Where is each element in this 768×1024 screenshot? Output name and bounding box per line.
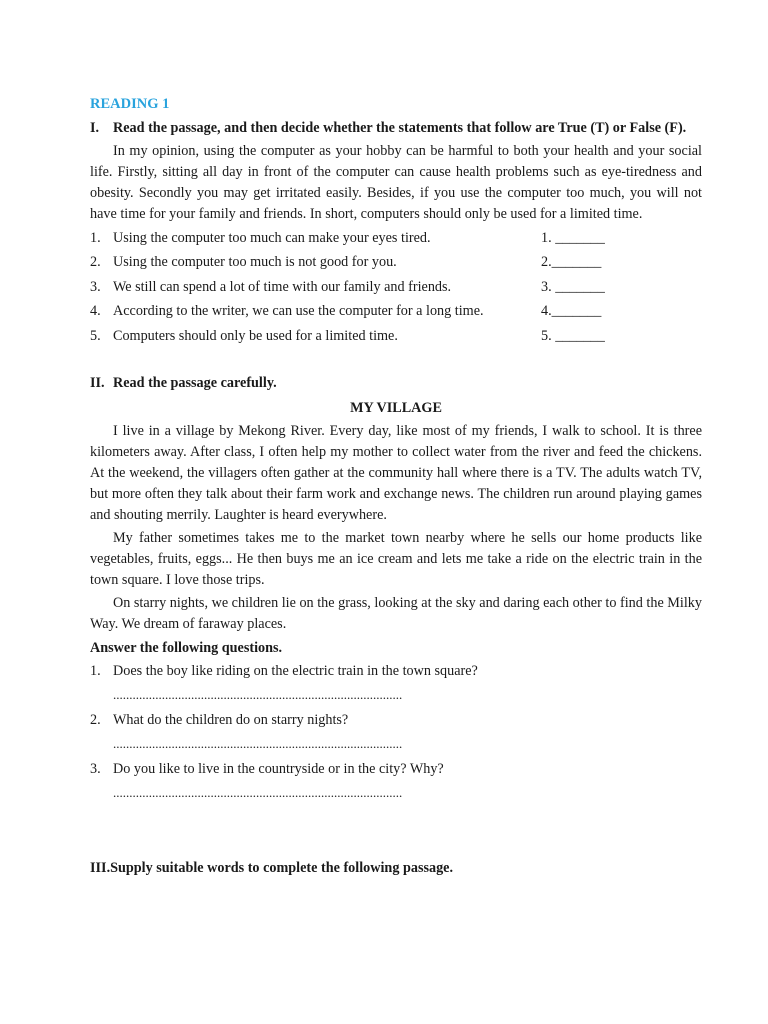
question-item xyxy=(90,661,702,682)
answer-line[interactable]: ......................................................................................... xyxy=(113,735,403,751)
passage-paragraph: I live in a village by Mekong River. Every day, like most of my friends, I walk to school. It is three kilometers away. After class, I often help my mother to collect water from the river and feed the chickens. At the weekend, the villagers often gather at the community hall where there is a TV. The adults watch TV, but more often they talk about their farm work and exchange news. The children run around playing games and shouting merrily. Laughter is heard everywhere. xyxy=(90,422,702,523)
question-number: 1. xyxy=(90,662,101,679)
answer-line[interactable]: ......................................................................................... xyxy=(113,686,403,702)
answer-blank[interactable]: 3. _______ xyxy=(541,278,605,295)
reading-title: READING 1 xyxy=(90,96,170,112)
worksheet-content xyxy=(90,94,702,879)
true-false-statements xyxy=(90,226,702,349)
section-1-number: I. xyxy=(90,120,100,136)
statement-row xyxy=(90,324,702,349)
statement-row xyxy=(90,300,702,325)
section-3-number: III. xyxy=(90,859,111,876)
section-2-number: II. xyxy=(90,374,105,391)
answer-blank[interactable]: 5. _______ xyxy=(541,327,605,344)
answer-blank[interactable]: 1. _______ xyxy=(541,229,605,246)
question-item xyxy=(90,759,702,780)
section-3-instruction: Supply suitable words to complete the following passage. xyxy=(110,859,454,876)
question-text: Do you like to live in the countryside or in the city? Why? xyxy=(113,760,444,777)
question-number: 2. xyxy=(90,711,101,728)
passage-paragraph: On starry nights, we children lie on the grass, looking at the sky and daring each other to find the Milky Way. We dream of faraway places. xyxy=(90,594,702,632)
statement-text: Computers should only be used for a limited time. xyxy=(113,327,398,344)
statement-number: 5. xyxy=(90,327,101,344)
section-2-instruction: Read the passage carefully. xyxy=(113,374,277,391)
section-spacer xyxy=(90,349,702,373)
question-text: Does the boy like riding on the electric train in the town square? xyxy=(113,662,478,679)
statement-text: According to the writer, we can use the computer for a long time. xyxy=(113,303,484,320)
statement-text: We still can spend a lot of time with our family and friends. xyxy=(113,278,452,295)
statement-text: Using the computer too much is not good for you. xyxy=(113,254,397,271)
statement-number: 4. xyxy=(90,303,101,320)
answer-blank[interactable]: 2._______ xyxy=(541,254,602,271)
statement-text: Using the computer too much can make your eyes tired. xyxy=(113,229,431,246)
section-3-heading xyxy=(90,858,702,879)
section-2-heading xyxy=(90,373,702,394)
section-1-heading xyxy=(90,118,702,139)
answer-blank[interactable]: 4._______ xyxy=(541,303,602,320)
passage-title: MY VILLAGE xyxy=(350,399,442,416)
answer-questions-heading: Answer the following questions. xyxy=(90,639,283,656)
statement-row xyxy=(90,275,702,300)
section-1-instruction: Read the passage, and then decide whether the statements that follow are True (T) or False (F). xyxy=(113,120,687,136)
statement-row xyxy=(90,226,702,251)
statement-row xyxy=(90,251,702,276)
statement-number: 2. xyxy=(90,254,101,271)
question-text: What do the children do on starry nights? xyxy=(113,711,349,728)
passage-paragraph: My father sometimes takes me to the market town nearby where he sells our home products like vegetables, fruits, eggs... He then buys me an ice cream and lets me take a ride on the electric train in the town square. I love those trips. xyxy=(90,529,702,588)
answer-line[interactable]: ......................................................................................... xyxy=(113,784,403,800)
section-1-passage: In my opinion, using the computer as your hobby can be harmful to both your health and your social life. Firstly, sitting all day in front of the computer can cause health problems such as eye-tiredness and obesity. Secondly you may get irritated easily. Besides, if you use the computer too much, you will not have time for your family and friends. In short, computers should only be used for a limited time. xyxy=(90,143,702,222)
question-number: 3. xyxy=(90,760,101,777)
question-item xyxy=(90,710,702,731)
statement-number: 1. xyxy=(90,229,101,246)
statement-number: 3. xyxy=(90,278,101,295)
